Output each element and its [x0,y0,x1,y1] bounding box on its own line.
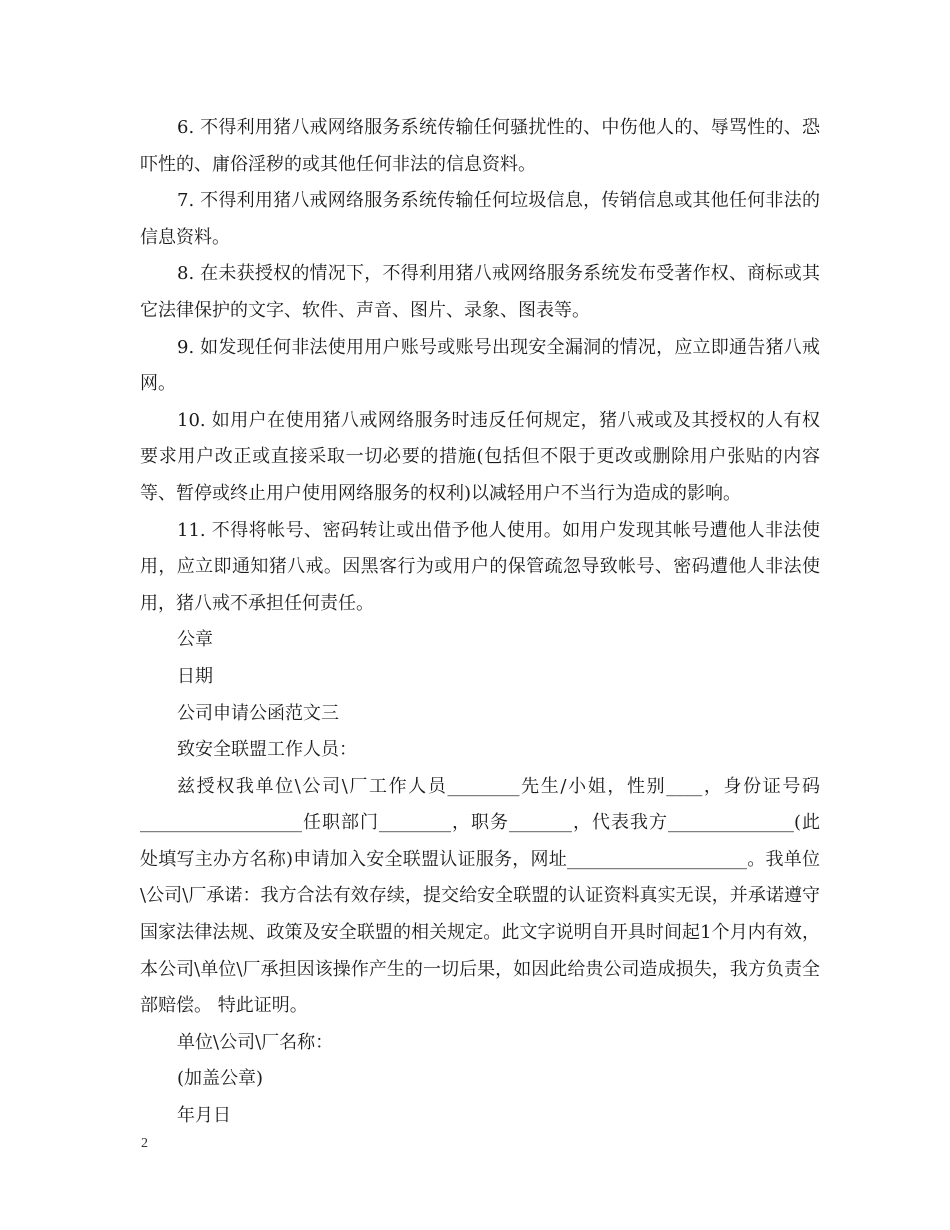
clause-8: 8. 在未获授权的情况下，不得利用猪八戒网络服务系统发布受著作权、商标或其它法律保护的文字、软件、声音、图片、录象、图表等。 [140,263,820,321]
seal-line: 公章 [177,629,213,651]
authorization-body: 兹授权我单位\公司\厂工作人员________先生/小姐，性别____，身份证号码__________________任职部门________，职务_______，代表我方______________(此处填写主办方名称)申请加入安全联盟认证服务，网址____________________。我单位\公司\厂承诺：我方合法有效存续，提交给安全联盟的认证资料真实无误，并承诺遵守国家法律法规、政策及安全联盟的相关规定。此文字说明自开具时间起1个月内有效，本公司\单位\厂承担因该操作产生的一切后果，如因此给贵公司造成损失，我方负责全部赔偿。 特此证明。 [140,775,820,1017]
stamp-note: (加盖公章) [177,1068,264,1090]
section-title: 公司申请公函范文三 [177,702,339,724]
ymd-line: 年月日 [177,1105,231,1127]
document-body [140,110,820,1135]
salutation: 致安全联盟工作人员： [177,739,357,761]
clause-6: 6. 不得利用猪八戒网络服务系统传输任何骚扰性的、中伤他人的、辱骂性的、恐吓性的、庸俗淫秽的或其他任何非法的信息资料。 [140,117,820,175]
date-line: 日期 [177,665,213,687]
page-number: 2 [141,1136,148,1151]
clause-10: 10. 如用户在使用猪八戒网络服务时违反任何规定，猪八戒或及其授权的人有权要求用户改正或直接采取一切必要的措施(包括但不限于更改或删除用户张贴的内容等、暂停或终止用户使用网络服务的权利)以减轻用户不当行为造成的影响。 [140,409,820,504]
clause-9: 9. 如发现任何非法使用用户账号或账号出现安全漏洞的情况，应立即通告猪八戒网。 [140,336,820,395]
clause-7: 7. 不得利用猪八戒网络服务系统传输任何垃圾信息，传销信息或其他任何非法的信息资料。 [140,190,820,248]
clause-11: 11. 不得将帐号、密码转让或出借予他人使用。如用户发现其帐号遭他人非法使用，应立即通知猪八戒。因黑客行为或用户的保管疏忽导致帐号、密码遭他人非法使用，猪八戒不承担任何责任。 [140,519,820,614]
unit-name-line: 单位\公司\厂名称： [177,1031,334,1053]
